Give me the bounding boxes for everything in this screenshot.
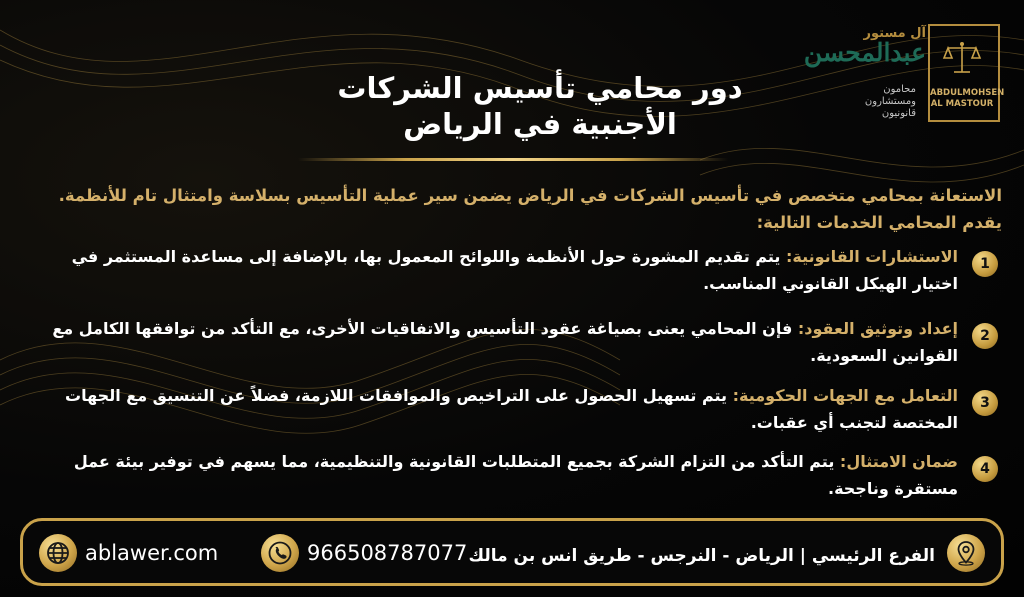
phone-number[interactable]: 966508787077 <box>307 541 468 565</box>
firm-logo <box>803 20 1005 130</box>
item-description: يتم التأكد من التزام الشركة بجميع المتطلبات القانونية والتنظيمية، مما يسهم في توفير بيئة عمل مستقرة وناجحة. <box>73 452 958 498</box>
item-number-badge: 3 <box>972 390 998 416</box>
phone-icon[interactable] <box>261 534 299 572</box>
item-number-badge: 4 <box>972 456 998 482</box>
item-number-badge: 1 <box>972 251 998 277</box>
logo-en-line2: AL MASTOUR <box>930 99 994 109</box>
item-description: يتم تسهيل الحصول على التراخيص والموافقات اللازمة، فضلاً عن التنسيق مع الجهات المختصة لتجنب أي عقبات. <box>65 386 958 432</box>
logo-frame <box>928 24 1005 122</box>
website-link[interactable]: ablawer.com <box>85 541 219 565</box>
branch-address: الفرع الرئيسي | الرياض - النرجس - طريق انس بن مالك <box>468 546 935 566</box>
page-title: دور محامي تأسيس الشركات الأجنبية في الرياض <box>337 71 743 141</box>
contact-footer <box>20 518 1004 586</box>
item-description: يتم تقديم المشورة حول الأنظمة واللوائح المعمول بها، بالإضافة إلى مساعدة المستثمر في اختيار الهيكل القانوني المناسب. <box>71 247 958 293</box>
item-label: ضمان الامتثال: <box>839 452 958 471</box>
list-item <box>22 448 1002 508</box>
list-item <box>22 382 1002 442</box>
globe-icon[interactable] <box>39 534 77 572</box>
logo-english-name <box>930 88 1005 110</box>
item-number-badge: 2 <box>972 323 998 349</box>
intro-paragraph: الاستعانة بمحامي متخصص في تأسيس الشركات في الرياض يضمن سير عملية التأسيس بسلاسة وامتثال تام للأنظمة. يقدم المحامي الخدمات التالية: <box>58 186 1002 232</box>
logo-en-line1: ABDULMOHSEN <box>930 88 1005 98</box>
gold-divider <box>298 158 728 161</box>
item-text <box>38 448 958 502</box>
logo-ar-name: عبدالمحسن <box>803 38 926 67</box>
item-description: فإن المحامي يعنى بصياغة عقود التأسيس والاتفاقيات الأخرى، مع التأكد من توافقها الكامل مع القوانين السعودية. <box>52 319 958 365</box>
item-text <box>38 243 958 297</box>
logo-ar-tagline: محامون ومستشارون قانونيون <box>864 84 916 119</box>
location-pin-icon <box>947 534 985 572</box>
item-label: إعداد وتوثيق العقود: <box>797 319 958 338</box>
logo-ar-family: آل مستور <box>863 26 926 41</box>
list-item <box>22 243 1002 303</box>
list-item <box>22 315 1002 375</box>
item-label: الاستشارات القانونية: <box>786 247 958 266</box>
item-text <box>38 382 958 436</box>
scales-of-justice-icon <box>942 40 982 76</box>
item-label: التعامل مع الجهات الحكومية: <box>732 386 958 405</box>
item-text <box>38 315 958 369</box>
